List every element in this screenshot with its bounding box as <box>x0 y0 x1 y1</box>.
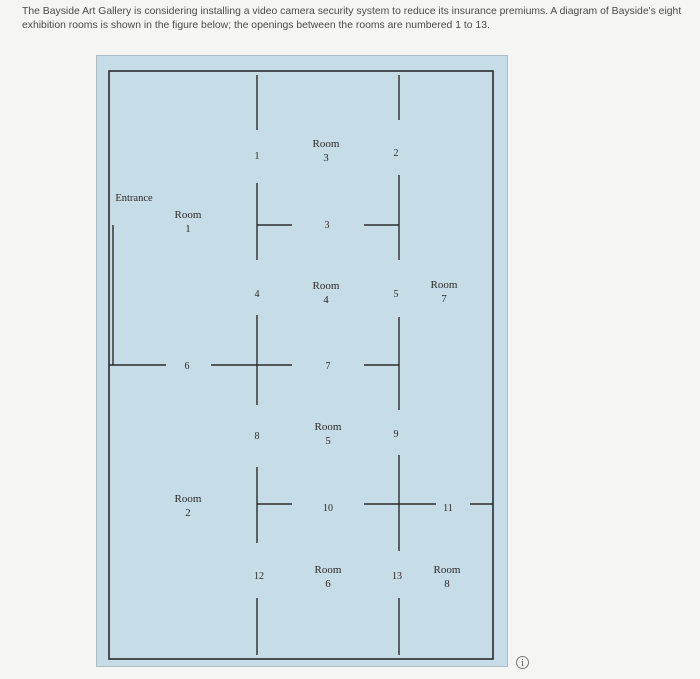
opening-6: 6 <box>184 361 190 372</box>
question-text: The Bayside Art Gallery is considering installing a video camera security system to reduce its insurance premiums. A diagram of Bayside's eight exhibition rooms is shown in the figure below; the openings between the rooms are numbered 1 to 13. <box>22 6 682 31</box>
opening-9: 9 <box>393 429 399 440</box>
room-label: Room <box>174 493 202 505</box>
gallery-floor-plan <box>96 55 508 672</box>
room-number: 3 <box>323 152 329 164</box>
room-number: 2 <box>185 507 191 519</box>
room-number: 5 <box>325 435 331 447</box>
opening-10: 10 <box>323 503 333 514</box>
room-number: 4 <box>323 294 329 306</box>
room-label: Room <box>430 279 458 291</box>
room-label: Room <box>312 138 340 150</box>
room-label: Room <box>314 564 342 576</box>
opening-13: 13 <box>392 571 402 582</box>
info-icon[interactable]: i <box>516 656 529 669</box>
room-label: Room <box>174 209 202 221</box>
opening-12: 12 <box>254 571 264 582</box>
room-number: 7 <box>441 293 447 305</box>
opening-1: 1 <box>254 151 260 162</box>
opening-7: 7 <box>325 361 331 372</box>
opening-11: 11 <box>443 503 453 514</box>
opening-2: 2 <box>393 148 399 159</box>
room-number: 8 <box>444 578 450 590</box>
floor-plan-svg <box>96 55 508 667</box>
room-label: Room <box>433 564 461 576</box>
entrance-label: Entrance <box>115 193 153 204</box>
opening-4: 4 <box>254 289 260 300</box>
room-number: 6 <box>325 578 331 590</box>
room-label: Room <box>314 421 342 433</box>
room-label: Room <box>312 280 340 292</box>
opening-5: 5 <box>393 289 399 300</box>
room-number: 1 <box>185 223 191 235</box>
opening-8: 8 <box>254 431 260 442</box>
opening-3: 3 <box>324 220 330 231</box>
